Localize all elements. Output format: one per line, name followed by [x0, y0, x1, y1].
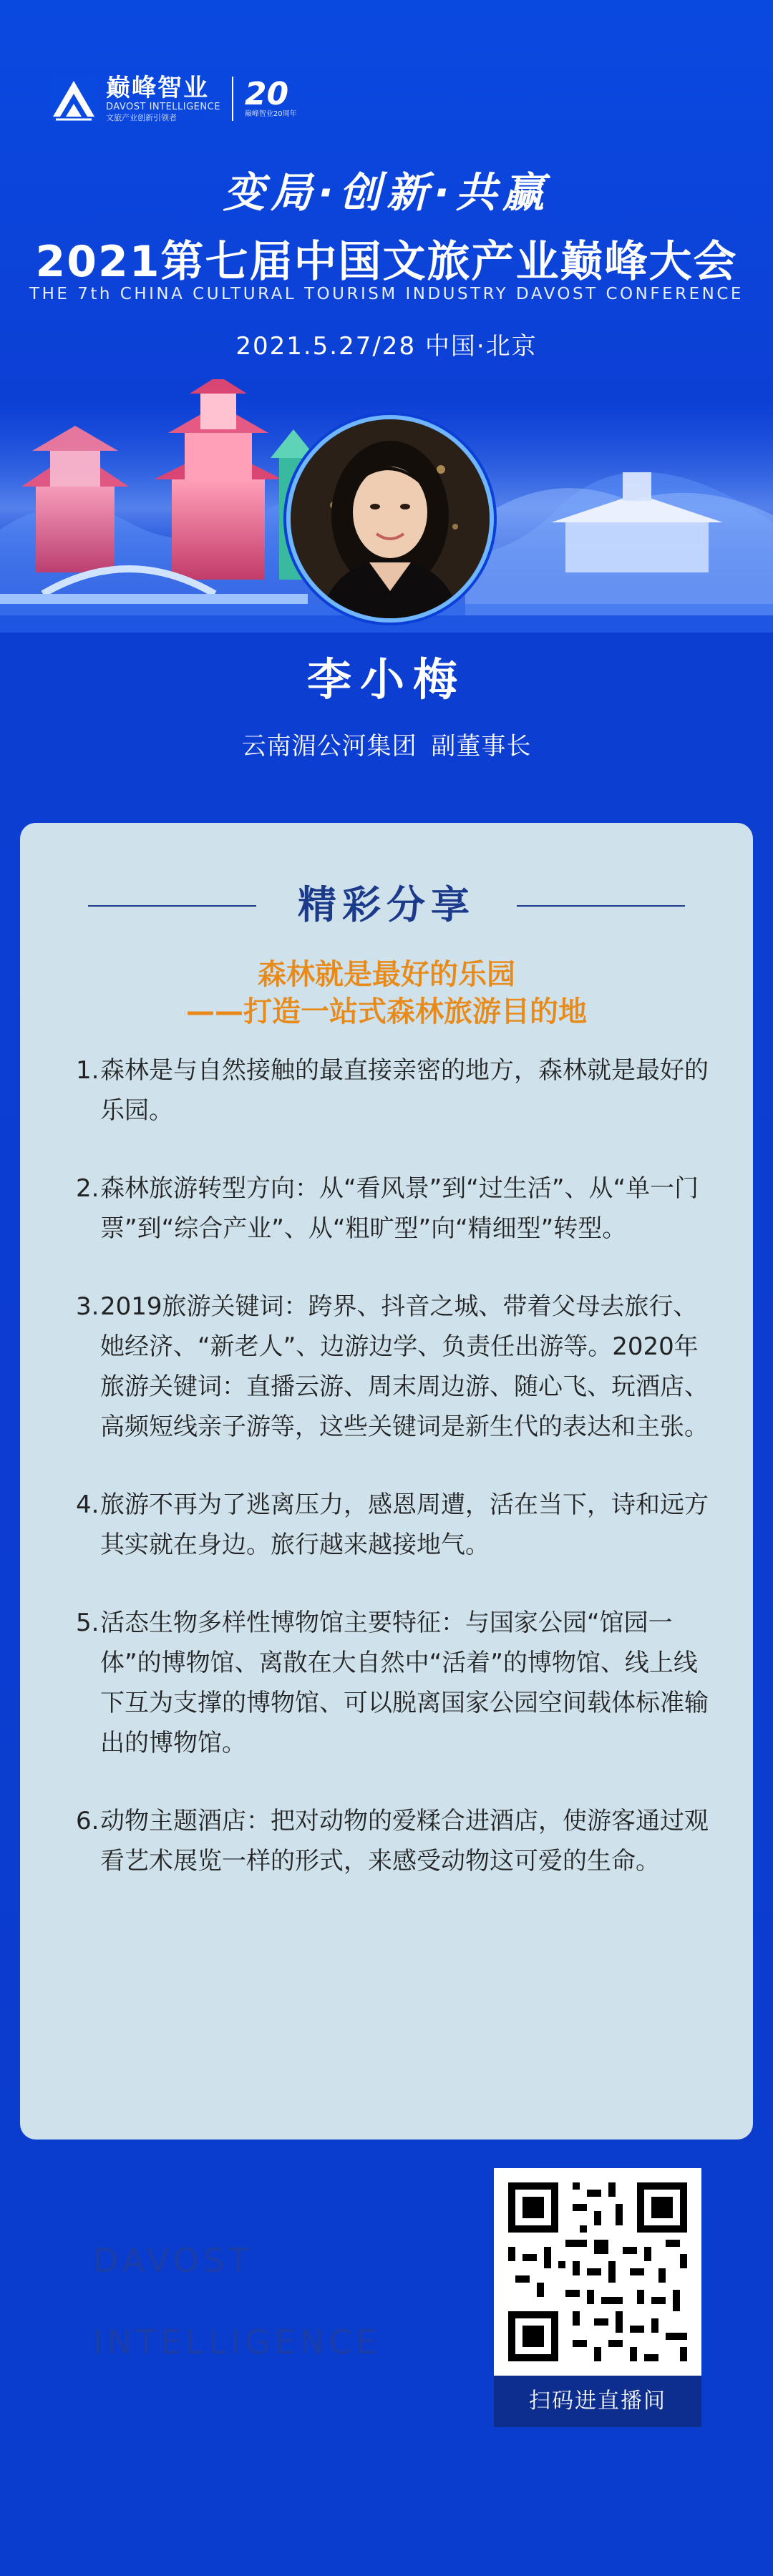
qr-code-icon[interactable] [494, 2168, 701, 2376]
point-text: 森林是与自然接触的最直接亲密的地方，森林就是最好的乐园。 [100, 1056, 709, 1125]
speaker-name: 李小梅 [306, 653, 466, 706]
speaker-portrait [286, 415, 494, 623]
highlights-title: 精彩分享 [298, 882, 475, 927]
qr-caption[interactable]: 扫码进直播间 [494, 2376, 701, 2427]
brand-name-en: DAVOST INTELLIGENCE [106, 102, 220, 112]
list-item [76, 1169, 720, 1249]
anniversary-badge [244, 76, 297, 119]
conference-date-place: 2021.5.27/28 中国·北京 [235, 332, 538, 361]
anniversary-number: 20 [244, 76, 289, 112]
brand-name-cn: 巅峰智业 [106, 74, 209, 102]
point-text: 2019旅游关键词：跨界、抖音之城、带着父母去旅行、她经济、“新老人”、边游边学、负责任出游等。2020年旅游关键词：直播云游、周末周边游、随心飞、玩酒店、高频短线亲子游等，这些关键词是新生代的表达和主张。 [100, 1292, 709, 1441]
point-text: 森林旅游转型方向：从“看风景”到“过生活”、从“单一门票”到“综合产业”、从“粗旷型”向“精细型”转型。 [100, 1174, 699, 1243]
footer-brand-line2: INTELLIGENCE [93, 2323, 381, 2361]
list-item [76, 1287, 720, 1447]
davost-logo-icon [50, 75, 97, 122]
highlights-card [20, 823, 753, 2140]
talk-topic-line1: 森林就是最好的乐园 [258, 958, 515, 991]
list-item [76, 1801, 720, 1881]
list-item [76, 1485, 720, 1565]
point-number: 5. [76, 1609, 99, 1637]
speaker-role: 云南湄公河集团 副董事长 [241, 732, 532, 761]
live-stream-qr[interactable] [494, 2168, 701, 2433]
point-number: 3. [76, 1292, 99, 1321]
conference-title-en: THE 7th CHINA CULTURAL TOURISM INDUSTRY DAVOST CONFERENCE [29, 285, 744, 303]
talk-topic-line2: ——打造一站式森林旅游目的地 [186, 995, 587, 1028]
point-number: 6. [76, 1807, 99, 1835]
conference-slogan: 变局·创新·共赢 [223, 168, 550, 217]
anniversary-caption: 巅峰智业20周年 [244, 110, 297, 118]
point-number: 1. [76, 1056, 99, 1085]
highlight-points-list [76, 1050, 720, 1919]
point-number: 4. [76, 1491, 99, 1519]
list-item [76, 1603, 720, 1763]
list-item [76, 1050, 720, 1131]
brand-subtitle: 文旅产业创新引领者 [106, 113, 177, 122]
logo-divider [232, 77, 233, 121]
conference-title: 2021第七届中国文旅产业巅峰大会 [35, 237, 738, 287]
point-text: 动物主题酒店：把对动物的爱糅合进酒店，使游客通过观看艺术展览一样的形式，来感受动物这可爱的生命。 [100, 1807, 709, 1875]
point-text: 活态生物多样性博物馆主要特征：与国家公园“馆园一体”的博物馆、离散在大自然中“活着”的博物馆、线上线下互为支撑的博物馆、可以脱离国家公园空间载体标准输出的博物馆。 [100, 1609, 709, 1757]
point-number: 2. [76, 1174, 99, 1203]
brand-logo [50, 70, 297, 127]
footer-brand-line1: DAVOST [93, 2241, 253, 2280]
point-text: 旅游不再为了逃离压力，感恩周遭，活在当下，诗和远方其实就在身边。旅行越来越接地气。 [100, 1491, 709, 1559]
highlights-heading [20, 880, 753, 930]
